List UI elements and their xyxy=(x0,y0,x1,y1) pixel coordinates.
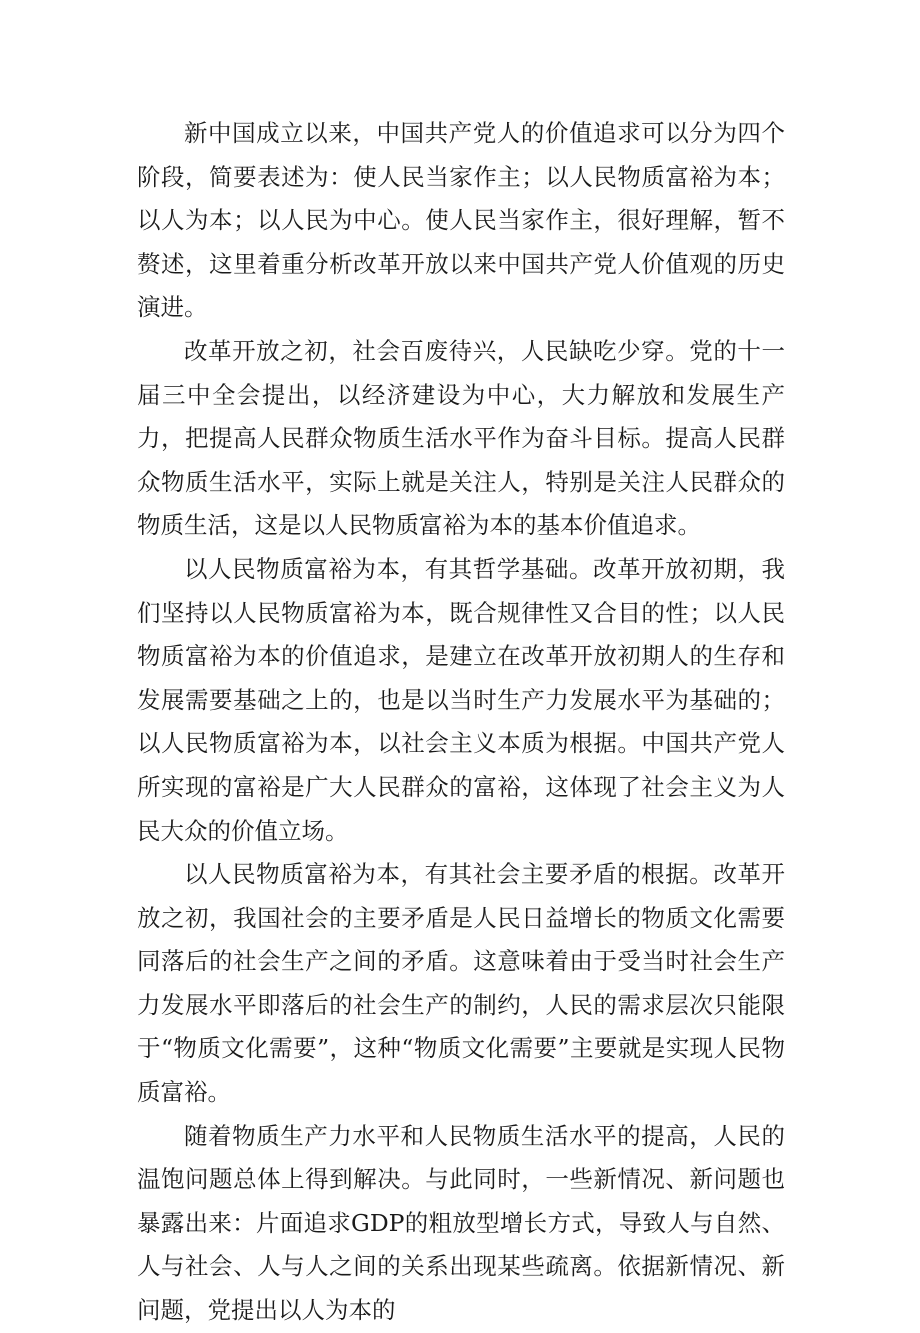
document-body xyxy=(137,112,785,1333)
paragraph-3: 以人民物质富裕为本，有其哲学基础。改革开放初期，我们坚持以人民物质富裕为本，既合规律性又合目的性；以人民物质富裕为本的价值追求，是建立在改革开放初期人的生存和发展需要基础之上的，也是以当时生产力发展水平为基础的；以人民物质富裕为本，以社会主义本质为根据。中国共产党人所实现的富裕是广大人民群众的富裕，这体现了社会主义为人民大众的价值立场。 xyxy=(137,554,785,845)
paragraph-2: 改革开放之初，社会百废待兴，人民缺吃少穿。党的十一届三中全会提出，以经济建设为中心，大力解放和发展生产力，把提高人民群众物质生活水平作为奋斗目标。提高人民群众物质生活水平，实际上就是关注人，特别是关注人民群众的物质生活，这是以人民物质富裕为本的基本价值追求。 xyxy=(137,336,785,540)
paragraph-1: 新中国成立以来，中国共产党人的价值追求可以分为四个阶段，简要表述为：使人民当家作主；以人民物质富裕为本；以人为本；以人民为中心。使人民当家作主，很好理解，暂不赘述，这里着重分析改革开放以来中国共产党人价值观的历史演进。 xyxy=(137,119,785,322)
paragraph-4: 以人民物质富裕为本，有其社会主要矛盾的根据。改革开放之初，我国社会的主要矛盾是人民日益增长的物质文化需要同落后的社会生产之间的矛盾。这意味着由于受当时社会生产力发展水平即落后的社会生产的制约，人民的需求层次只能限于“物质文化需要”，这种“物质文化需要”主要就是实现人民物质富裕。 xyxy=(137,860,785,1107)
paragraph-5: 随着物质生产力水平和人民物质生活水平的提高，人民的温饱问题总体上得到解决。与此同时，一些新情况、新问题也暴露出来：片面追求GDP的粗放型增长方式，导致人与自然、人与社会、人与人之间的关系出现某些疏离。依据新情况、新问题，党提出以人为本的 xyxy=(137,1121,785,1325)
